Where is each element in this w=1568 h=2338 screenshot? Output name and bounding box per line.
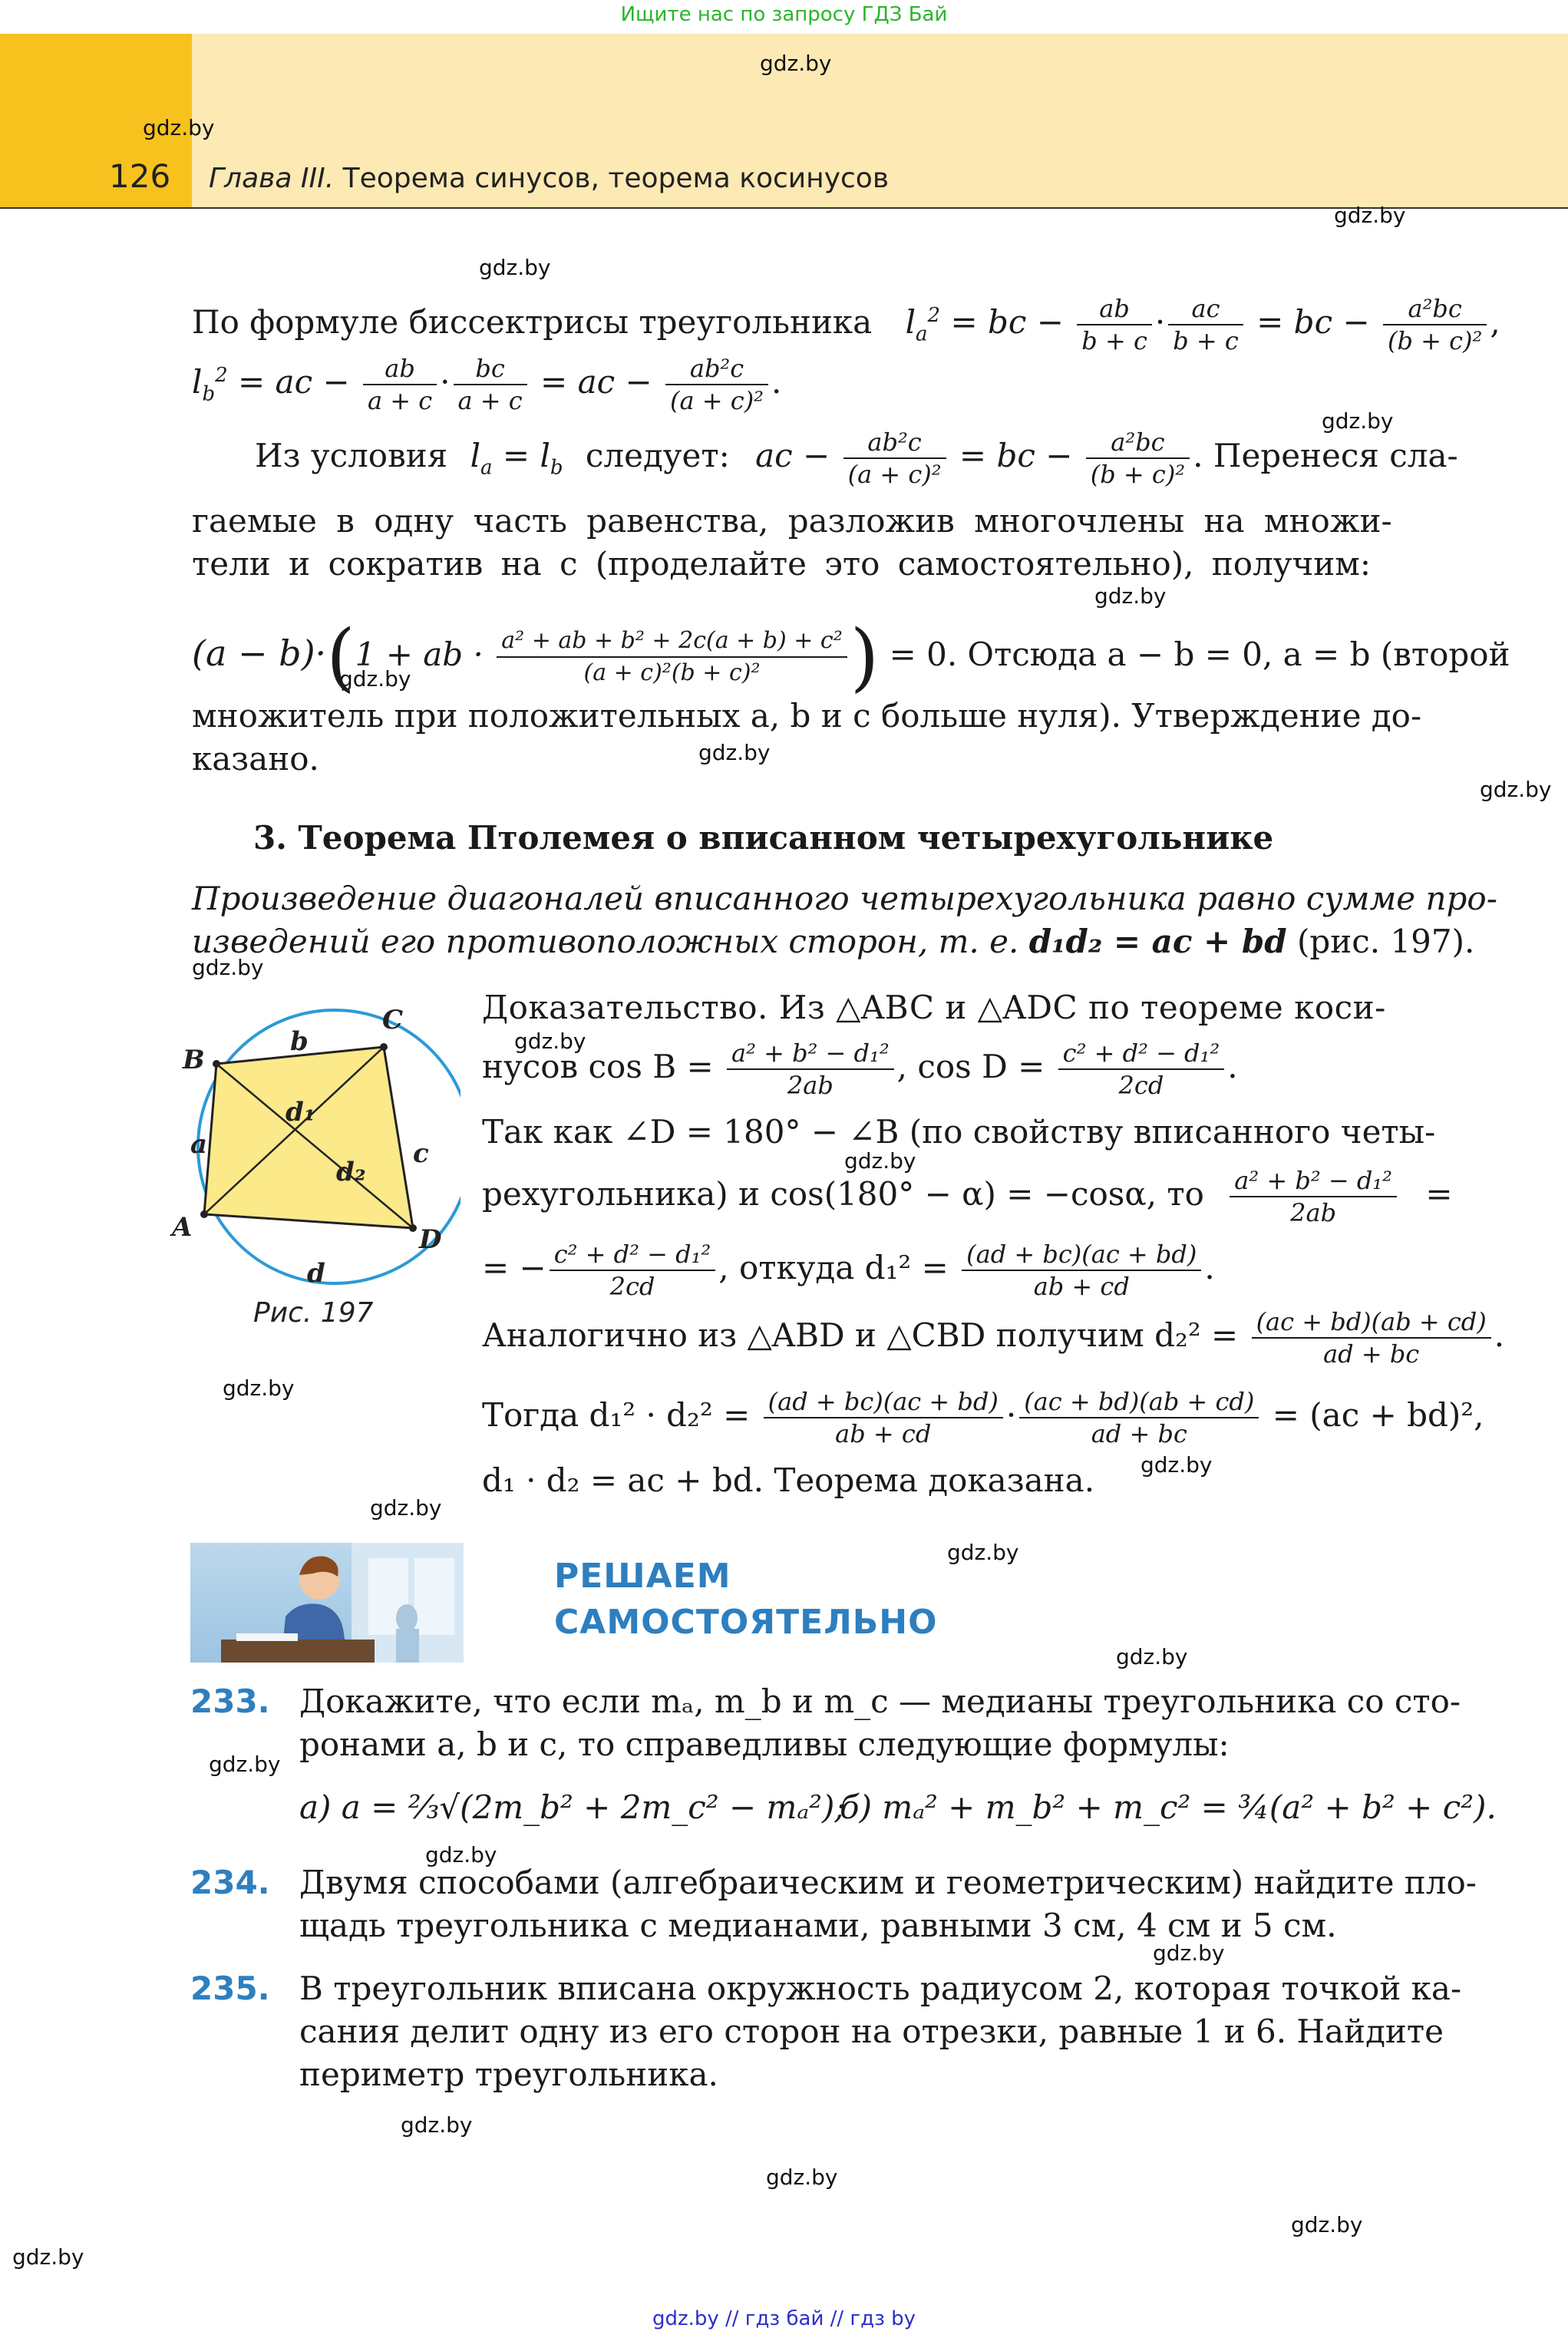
task-text: В треугольник вписана окружность радиусом 2, которая точкой ка- [299,1970,1462,2007]
theorem-line: Произведение диагоналей вписанного четырехугольника равно сумме про- [192,880,1497,917]
banner-title-line2: САМОСТОЯТЕЛЬНО [554,1603,938,1642]
watermark: gdz.by [370,1495,442,1521]
watermark: gdz.by [1480,777,1552,802]
watermark: gdz.by [143,115,215,140]
watermark: gdz.by [1116,1644,1188,1669]
task-number: 233. [190,1683,270,1720]
watermark: gdz.by [401,2112,473,2138]
bisector-lb: $l_b^2$ = ac − $\frac{ab}{a + c}$ · $\frac{bc}{a + c}$ = ac − $\frac{\text{ab²c}}{\text{(a + c)²}}$ . [192,354,782,415]
label-a: A [172,1212,193,1243]
watermark: gdz.by [12,2244,84,2270]
chapter-title [209,163,889,194]
proof-line-5: = − $\frac{\text{c² + d² − d₁²}}{2cd}$ , откуда d₁² = $\frac{(ad + bc)(ac + bd)}{ab + cd}$ . [482,1240,1215,1301]
figure-caption: Рис. 197 [253,1297,374,1329]
watermark: gdz.by [223,1375,295,1401]
watermark: gdz.by [209,1752,281,1777]
figure-cyclic-quadrilateral [169,990,460,1297]
proof-line-6: Аналогично из △ABD и △CBD получим d₂² = $\frac{(ac + bd)(ab + cd)}{ad + bc}$ . [482,1307,1505,1369]
label-side-a: a [190,1129,208,1160]
vertex-c [380,1043,388,1051]
watermark: gdz.by [1322,408,1394,434]
watermark: gdz.by [1153,1940,1225,1966]
chapter-name: Теорема синусов, теорема косинусов [342,163,890,194]
watermark: gdz.by [1141,1452,1213,1478]
watermark: gdz.by [1094,583,1167,609]
watermark: gdz.by [425,1842,497,1867]
student-illustration [190,1543,464,1663]
proof-line: Доказательство. Из △ABC и △ADC по теореме коси- [482,989,1386,1026]
watermark: gdz.by [1291,2212,1363,2237]
proof-line: Так как ∠D = 180° − ∠B (по свойству вписанного четы- [482,1113,1436,1151]
task-number: 234. [190,1864,270,1901]
task-text: сания делит одну из его сторон на отрезки, равные 1 и 6. Найдите [299,2013,1444,2050]
text-line: множитель при положительных a, b и c больше нуля). Утверждение до- [192,697,1422,735]
vertex-a [200,1210,208,1218]
header-divider [0,207,1568,209]
proof-conclusion: d₁ · d₂ = ac + bd. Теорема доказана. [482,1461,1095,1499]
theorem-formula: d₁d₂ = ac + bd [1028,923,1287,960]
condition-line: Из условия $l_a = l_b$ следует: ac − $\frac{\text{ab²c}}{\text{(a + c)²}}$ = bc − $\frac{\text{a²bc}}{\text{(b + c)²}}$ . Перенеся сла- [255,428,1458,489]
proof-cos-line: нусов cos B = $\frac{\text{a² + b² − d₁²}}{2ab}$ , cos D = $\frac{\text{c² + d² − d₁²}}{2cd}$ . [482,1039,1238,1100]
text-line: тели и сократив на c (проделайте это самостоятельно), получим: [192,545,1372,583]
task-text: Докажите, что если mₐ, m_b и m_c — медианы треугольника со сто- [299,1683,1461,1720]
theorem-line-2: изведений его противоположных сторон, т. е. d₁d₂ = ac + bd (рис. 197). [192,923,1475,960]
proof-line-4: рехугольника) и cos(180° − α) = −cosα, то $\frac{\text{a² + b² − d₁²}}{2ab}$ = [482,1166,1453,1227]
chapter-prefix: Глава III. [209,163,335,194]
bisector-intro: По формуле биссектрисы треугольника $l_a^2$ = bc − $\frac{ab}{b + c}$ · $\frac{ac}{b + c}$ = bc − $\frac{\text{a²bc}}{\text{(b + c)²}}$ , [192,294,1500,355]
factorized-equation: (a − b)·(1 + ab · $\frac{\text{a² + ab + b² + 2c(a + b) + c²}}{\text{(a + c)²(b + c)²}}$ ) = 0. Отсюда a − b = 0, a = b (второй [192,614,1510,700]
page-number: 126 [109,157,171,195]
watermark: gdz.by [698,740,771,765]
watermark: gdz.by [766,2165,838,2190]
task-text: щадь треугольника с медианами, равными 3 см, 4 см и 5 см. [299,1907,1337,1944]
label-d: D [419,1224,442,1255]
label-side-d: d [307,1258,325,1289]
watermark: gdz.by [1334,203,1406,228]
label-b: B [183,1045,205,1075]
text-line: гаемые в одну часть равенства, разложив многочлены на множи- [192,502,1392,540]
top-banner[interactable]: Ищите нас по запросу ГДЗ Бай [620,3,948,26]
section-title: 3. Теорема Птолемея о вписанном четырехугольнике [253,819,1274,857]
watermark: gdz.by [339,666,411,692]
task-number: 235. [190,1970,270,2007]
watermark: gdz.by [844,1148,916,1174]
proof-line-7: Тогда d₁² · d₂² = $\frac{(ad + bc)(ac + bd)}{ab + cd}$ · $\frac{(ac + bd)(ab + cd)}{ad + bc}$ = (ac + bd)², [482,1387,1484,1448]
label-c: C [382,1005,404,1035]
watermark: gdz.by [514,1029,586,1054]
task-formula-b: б) mₐ² + m_b² + m_c² = ¾(a² + b² + c²). [840,1788,1497,1826]
label-d2: d₂ [336,1157,366,1187]
task-formula-a: а) a = ⅔√(2m_b² + 2m_c² − mₐ²); [299,1788,846,1826]
watermark: gdz.by [760,51,832,76]
watermark: gdz.by [947,1540,1019,1565]
vertex-d [409,1224,417,1232]
watermark: gdz.by [479,255,551,280]
footer-links[interactable]: gdz.by // гдз бай // гдз by [652,2307,916,2330]
text-line: казано. [192,740,319,778]
label-d1: d₁ [286,1097,315,1128]
task-text: Двумя способами (алгебраическим и геометрическим) найдите пло- [299,1864,1477,1901]
label-side-b: b [290,1026,309,1057]
label-side-c: c [413,1138,429,1169]
task-text: периметр треугольника. [299,2056,718,2093]
task-text: ронами a, b и c, то справедливы следующие формулы: [299,1725,1230,1763]
vertex-b [213,1060,220,1068]
banner-illustration [190,1543,464,1663]
watermark: gdz.by [192,955,264,980]
banner-title-line1: РЕШАЕМ [554,1557,731,1596]
